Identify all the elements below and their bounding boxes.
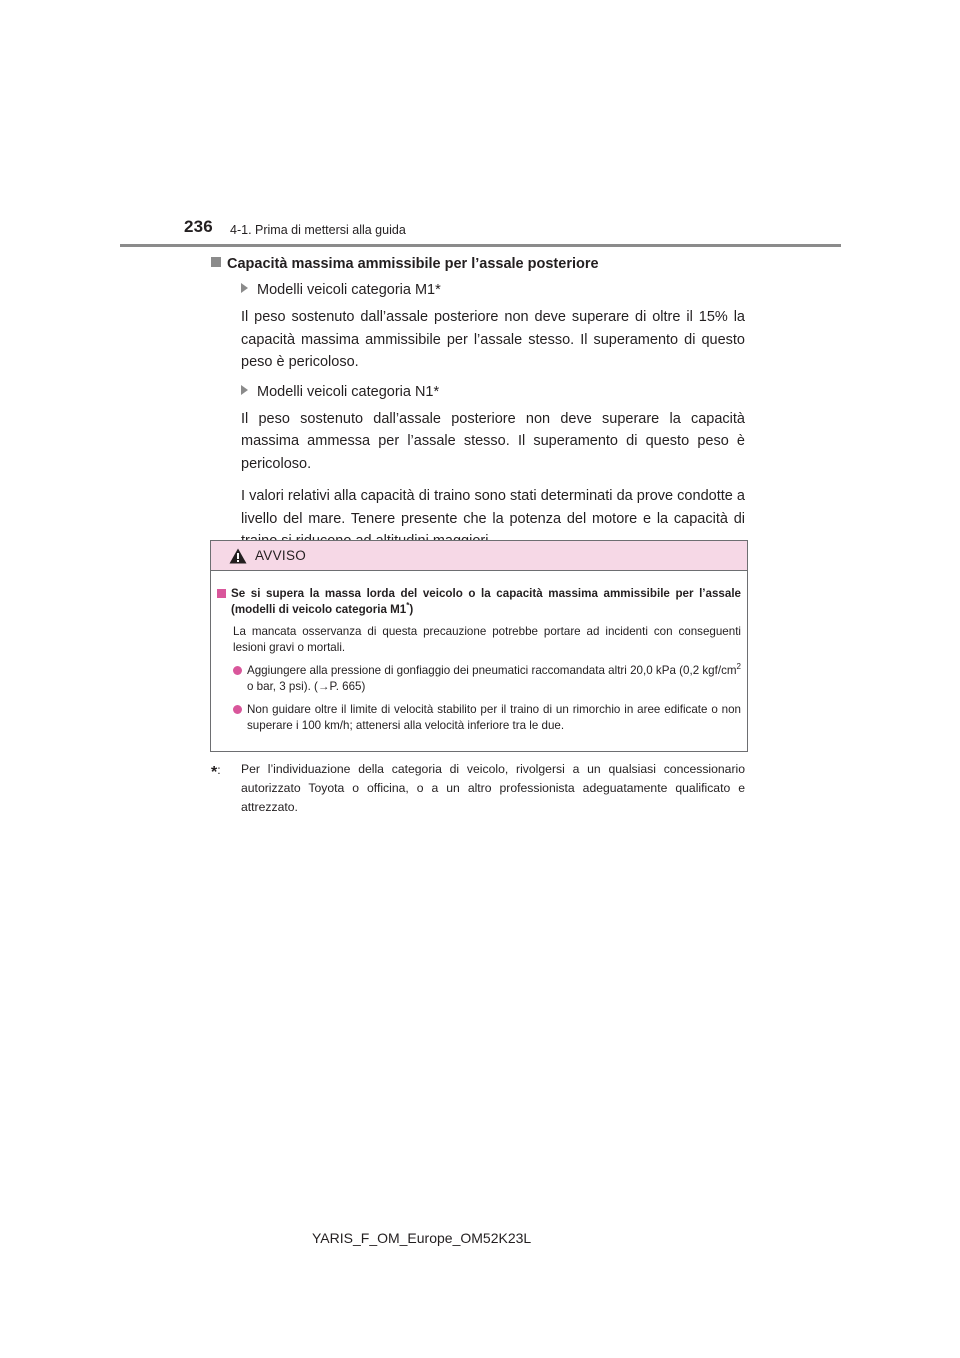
paragraph-m1: Il peso sostenuto dall’assale posteriore non deve superare di oltre il 15% la capacità massima ammissibile per l’assale stesso. Il superamento di questo peso è pericoloso. (241, 309, 745, 370)
footnote-colon: : (217, 763, 221, 777)
footnote-marker (211, 760, 241, 817)
warning-box (210, 540, 748, 752)
warning-body (211, 571, 747, 734)
header-rule (120, 244, 841, 247)
warning-heading-main: Se si supera la massa lorda del veicolo o la capacità massima ammissibile per l’assale (modelli di veicolo categoria M1 (231, 587, 741, 616)
arrow-right-icon: → (317, 680, 330, 693)
bullet1-superscript: 2 (736, 662, 741, 672)
pink-dot-bullet-icon (233, 666, 242, 675)
warning-heading-close: ) (409, 603, 414, 616)
pink-dot-bullet-icon (233, 705, 242, 714)
subheading-n1-text: Modelli veicoli categoria N1* (257, 383, 440, 400)
paragraph-n1: Il peso sostenuto dall’assale posteriore non deve superare la capacità massima ammessa per l’assale stesso. Il superamento di questo peso è pericoloso. (241, 410, 745, 472)
page-reference-link[interactable]: P. 665) (329, 680, 366, 693)
main-content (211, 256, 745, 563)
warning-heading-text (231, 586, 741, 618)
warning-heading (217, 586, 741, 618)
warning-bullet-1 (233, 663, 741, 695)
bullet1-part-a: Aggiungere alla pressione di gonfiaggio dei pneumatici raccomandata altri 20,0 kPa (0,2 kgf/cm (247, 664, 737, 677)
section-reference: 4-1. Prima di mettersi alla guida (230, 223, 406, 237)
asterisk-icon: * (211, 764, 218, 781)
pink-square-bullet-icon (217, 589, 226, 598)
triangle-bullet-icon (241, 283, 248, 293)
warning-intro: La mancata osservanza di questa precauzione potrebbe portare ad incidenti con conseguenti lesioni gravi o mortali. (233, 625, 741, 654)
warning-header (211, 541, 747, 571)
section-heading-text: Capacità massima ammissibile per l’assale posteriore (227, 256, 599, 272)
warning-bullet-1-text (247, 663, 741, 695)
warning-triangle-icon (229, 548, 247, 564)
bullet1-part-b: o bar, 3 psi). ( (247, 680, 318, 693)
document-id: YARIS_F_OM_Europe_OM52K23L (312, 1230, 532, 1246)
triangle-bullet-icon (241, 385, 248, 395)
footnote-text: Per l’individuazione della categoria di veicolo, rivolgersi a un qualsiasi concessionario autorizzato Toyota o officina, o a un altro professionista adeguatamente qualificato e attrezzato. (241, 762, 745, 814)
section-heading (211, 256, 745, 272)
warning-title: AVVISO (255, 548, 307, 563)
page-number: 236 (184, 217, 213, 236)
subheading-m1-text: Modelli veicoli categoria M1* (257, 282, 441, 298)
subheading-m1 (241, 282, 745, 298)
warning-heading-asterisk: * (406, 601, 410, 611)
square-bullet-icon (211, 257, 221, 267)
subheading-n1 (241, 384, 745, 400)
warning-bullet-2 (233, 702, 741, 734)
footnote (211, 760, 745, 817)
warning-bullet-2-text: Non guidare oltre il limite di velocità stabilito per il traino di un rimorchio in aree edificate o non superare i 100 km/h; attenersi alla velocità inferiore tra le due. (247, 703, 741, 732)
paragraph-towing: I valori relativi alla capacità di traino sono stati determinati da prove condotte a livello del mare. Tenere presente che la potenza del motore e la capacità di (241, 488, 745, 527)
